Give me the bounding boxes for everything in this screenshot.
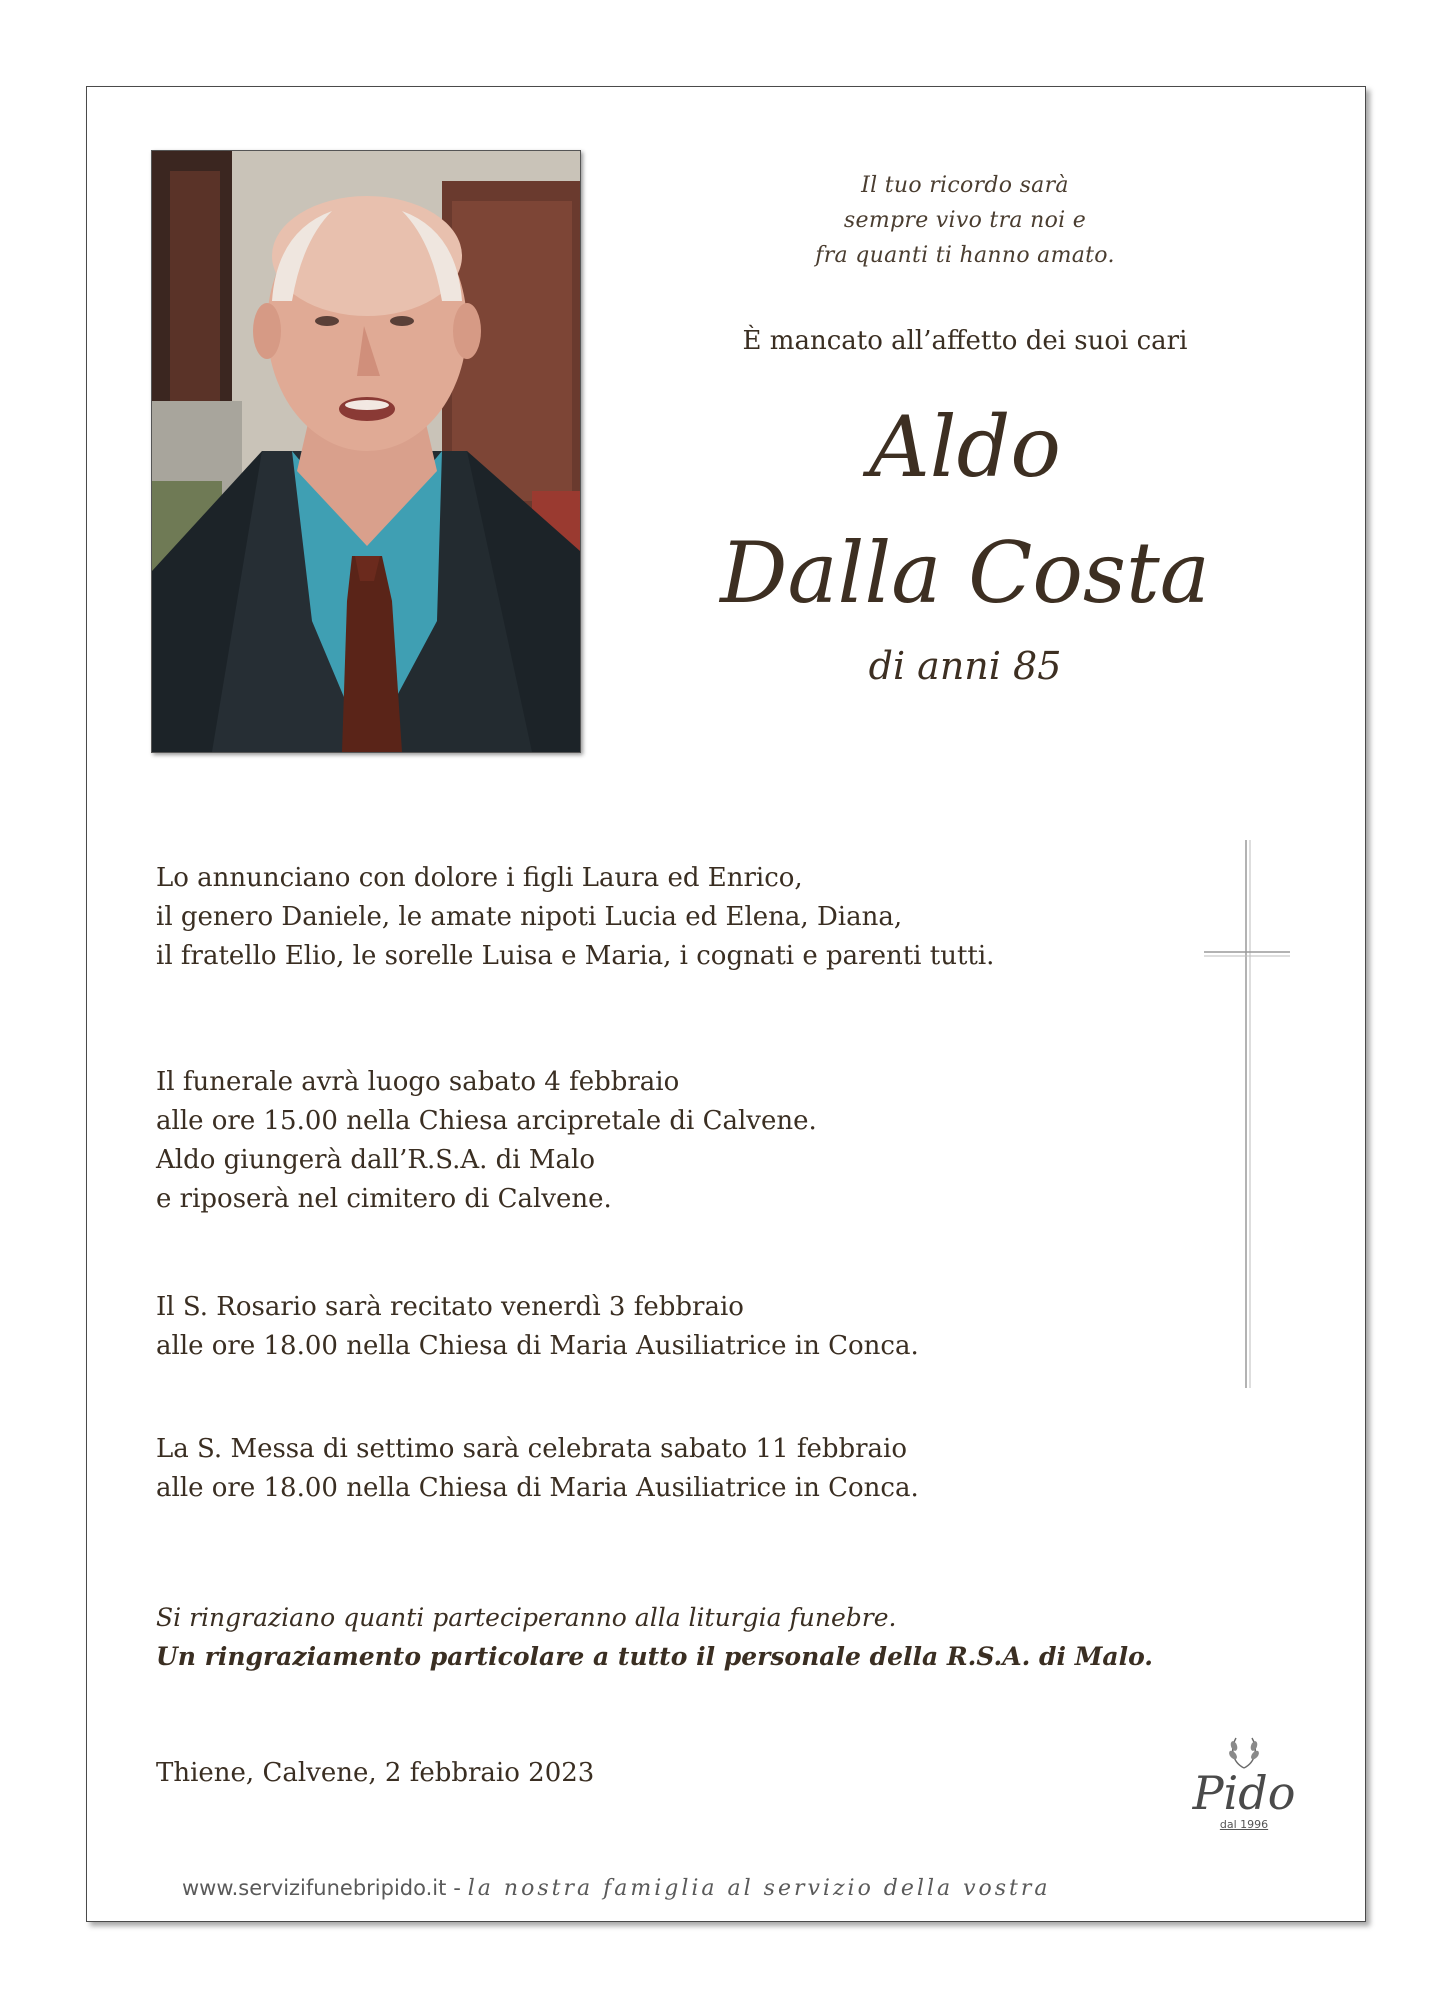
footer-tagline: la nostra famiglia al servizio della vostra: [467, 1876, 1051, 1901]
footer-separator: -: [446, 1876, 468, 1901]
rosary-line: alle ore 18.00 nella Chiesa di Maria Ausiliatrice in Conca.: [156, 1331, 919, 1361]
announcement-line: il fratello Elio, le sorelle Luisa e Maria, i cognati e parenti tutti.: [156, 941, 995, 971]
logo-since: dal 1996: [1219, 1818, 1269, 1831]
funeral-line: e riposerà nel cimitero di Calvene.: [156, 1184, 612, 1214]
announcement-paragraph: [156, 859, 994, 976]
footer: [182, 1876, 1051, 1901]
memorial-quote: [740, 168, 1190, 273]
deceased-last-name: Dalla Costa: [720, 524, 1210, 622]
funeral-line: Aldo giungerà dall’R.S.A. di Malo: [156, 1145, 595, 1175]
quote-line: Il tuo ricordo sarà: [861, 173, 1069, 198]
funeral-line: Il funerale avrà luogo sabato 4 febbraio: [156, 1067, 680, 1097]
mass-line: La S. Messa di settimo sarà celebrata sabato 11 febbraio: [156, 1434, 908, 1464]
thanks-special-line: Un ringraziamento particolare a tutto il personale della R.S.A. di Malo.: [156, 1642, 1154, 1671]
announcement-line: Lo annunciano con dolore i figli Laura ed Enrico,: [156, 863, 803, 893]
deceased-portrait-photo: [151, 150, 581, 753]
mass-line: alle ore 18.00 nella Chiesa di Maria Ausiliatrice in Conca.: [156, 1473, 919, 1503]
laurel-wreath-icon: [1224, 1734, 1264, 1770]
announcement-line: il genero Daniele, le amate nipoti Lucia ed Elena, Diana,: [156, 902, 903, 932]
rosary-line: Il S. Rosario sarà recitato venerdì 3 febbraio: [156, 1292, 744, 1322]
cross-icon: [1204, 840, 1294, 1394]
deceased-first-name: Aldo: [869, 398, 1061, 496]
place-and-date: Thiene, Calvene, 2 febbraio 2023: [156, 1758, 595, 1788]
rosary-paragraph: [156, 1288, 919, 1366]
intro-text: È mancato all’affetto dei suoi cari: [742, 326, 1188, 356]
thanks-paragraph: [156, 1598, 1153, 1676]
quote-line: sempre vivo tra noi e: [843, 208, 1087, 233]
funeral-line: alle ore 15.00 nella Chiesa arcipretale di Calvene.: [156, 1106, 817, 1136]
quote-line: fra quanti ti hanno amato.: [815, 243, 1115, 268]
deceased-age: di anni 85: [868, 644, 1062, 688]
mass-paragraph: [156, 1430, 919, 1508]
funeral-paragraph: [156, 1063, 817, 1219]
website-link[interactable]: www.servizifunebripido.it: [182, 1876, 447, 1900]
thanks-line: Si ringraziano quanti parteciperanno alla liturgia funebre.: [156, 1603, 897, 1632]
funeral-home-logo: [1184, 1734, 1304, 1831]
logo-name: Pido: [1192, 1766, 1296, 1820]
